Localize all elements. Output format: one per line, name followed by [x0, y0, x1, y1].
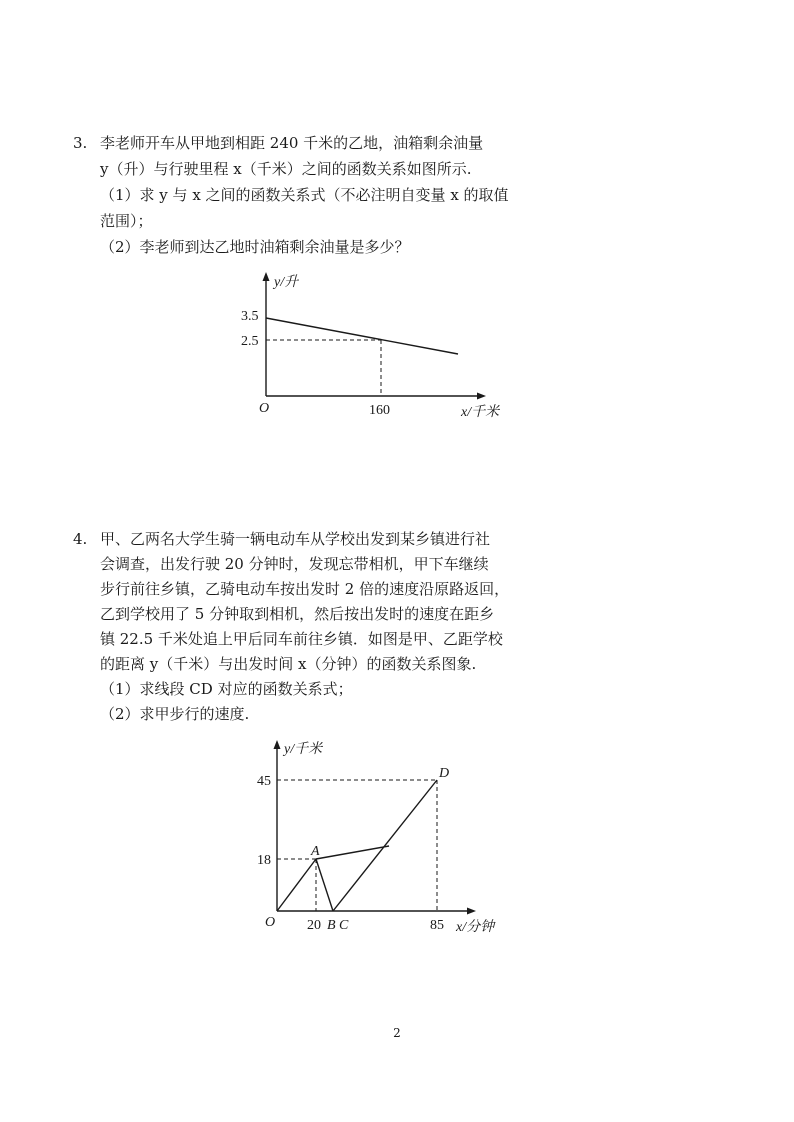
problem-3-part-2: （2）李老师到达乙地时油箱剩余油量是多少？ — [100, 238, 410, 256]
fuel-graph-tick-160: 160 — [369, 403, 390, 418]
problem-4-line-1: 甲、乙两名大学生骑一辆电动车从学校出发到某乡镇进行社 — [100, 530, 491, 548]
point-label-B: B — [327, 918, 336, 933]
segment-A-walk — [316, 846, 389, 859]
problem-4-part-2: （2）求甲步行的速度. — [100, 705, 250, 723]
problem-4-line-3: 步行前往乡镇，乙骑电动车按出发时 2 倍的速度沿原路返回， — [100, 580, 510, 598]
distance-graph-x-arrow — [467, 908, 476, 915]
distance-graph-tick-45: 45 — [257, 774, 271, 789]
problem-4-line-6: 的距离 y（千米）与出发时间 x（分钟）的函数关系图象. — [100, 655, 477, 673]
distance-graph-y-label: y/千米 — [284, 742, 323, 757]
problem-3-line-1: 李老师开车从甲地到相距 240 千米的乙地，油箱剩余油量 — [100, 134, 484, 152]
distance-graph-x-label: x/分钟 — [456, 920, 495, 935]
point-label-A: A — [311, 844, 320, 859]
fuel-graph-tick-3-5: 3.5 — [241, 309, 259, 324]
fuel-graph-tick-2-5: 2.5 — [241, 334, 259, 349]
distance-graph-tick-18: 18 — [257, 853, 271, 868]
problem-3-part-1-cont: 范围）； — [100, 212, 153, 230]
page-number: 2 — [393, 1026, 401, 1040]
segment-CD — [333, 780, 437, 911]
point-label-D: D — [439, 766, 450, 781]
problem-3-part-1: （1）求 y 与 x 之间的函数关系式（不必注明自变量 x 的取值 — [100, 186, 509, 204]
problem-4-line-4: 乙到学校用了 5 分钟取到相机，然后按出发时的速度在距乡 — [100, 605, 495, 623]
problem-4-part-1: （1）求线段 CD 对应的函数关系式； — [100, 680, 353, 698]
distance-graph-origin: O — [265, 915, 276, 930]
problem-4-number: 4. — [73, 530, 88, 548]
distance-graph-tick-85: 85 — [430, 918, 444, 933]
fuel-graph-origin: O — [259, 401, 270, 416]
distance-graph-y-arrow — [274, 740, 281, 749]
problem-3-number: 3. — [73, 134, 88, 152]
segment-AB — [316, 859, 333, 911]
problem-4-line-2: 会调查，出发行驶 20 分钟时，发现忘带相机，甲下车继续 — [100, 555, 489, 573]
fuel-graph-y-label: y/升 — [274, 275, 299, 290]
distance-graph-tick-20: 20 — [307, 918, 321, 933]
fuel-graph-x-label: x/千米 — [461, 405, 500, 420]
problem-4-line-5: 镇 22.5 千米处追上甲后同车前往乡镇．如图是甲、乙距学校 — [100, 630, 503, 648]
point-label-C: C — [339, 918, 349, 933]
segment-OA — [277, 859, 316, 911]
problem-3-line-2: y（升）与行驶里程 x（千米）之间的函数关系如图所示. — [100, 160, 472, 178]
